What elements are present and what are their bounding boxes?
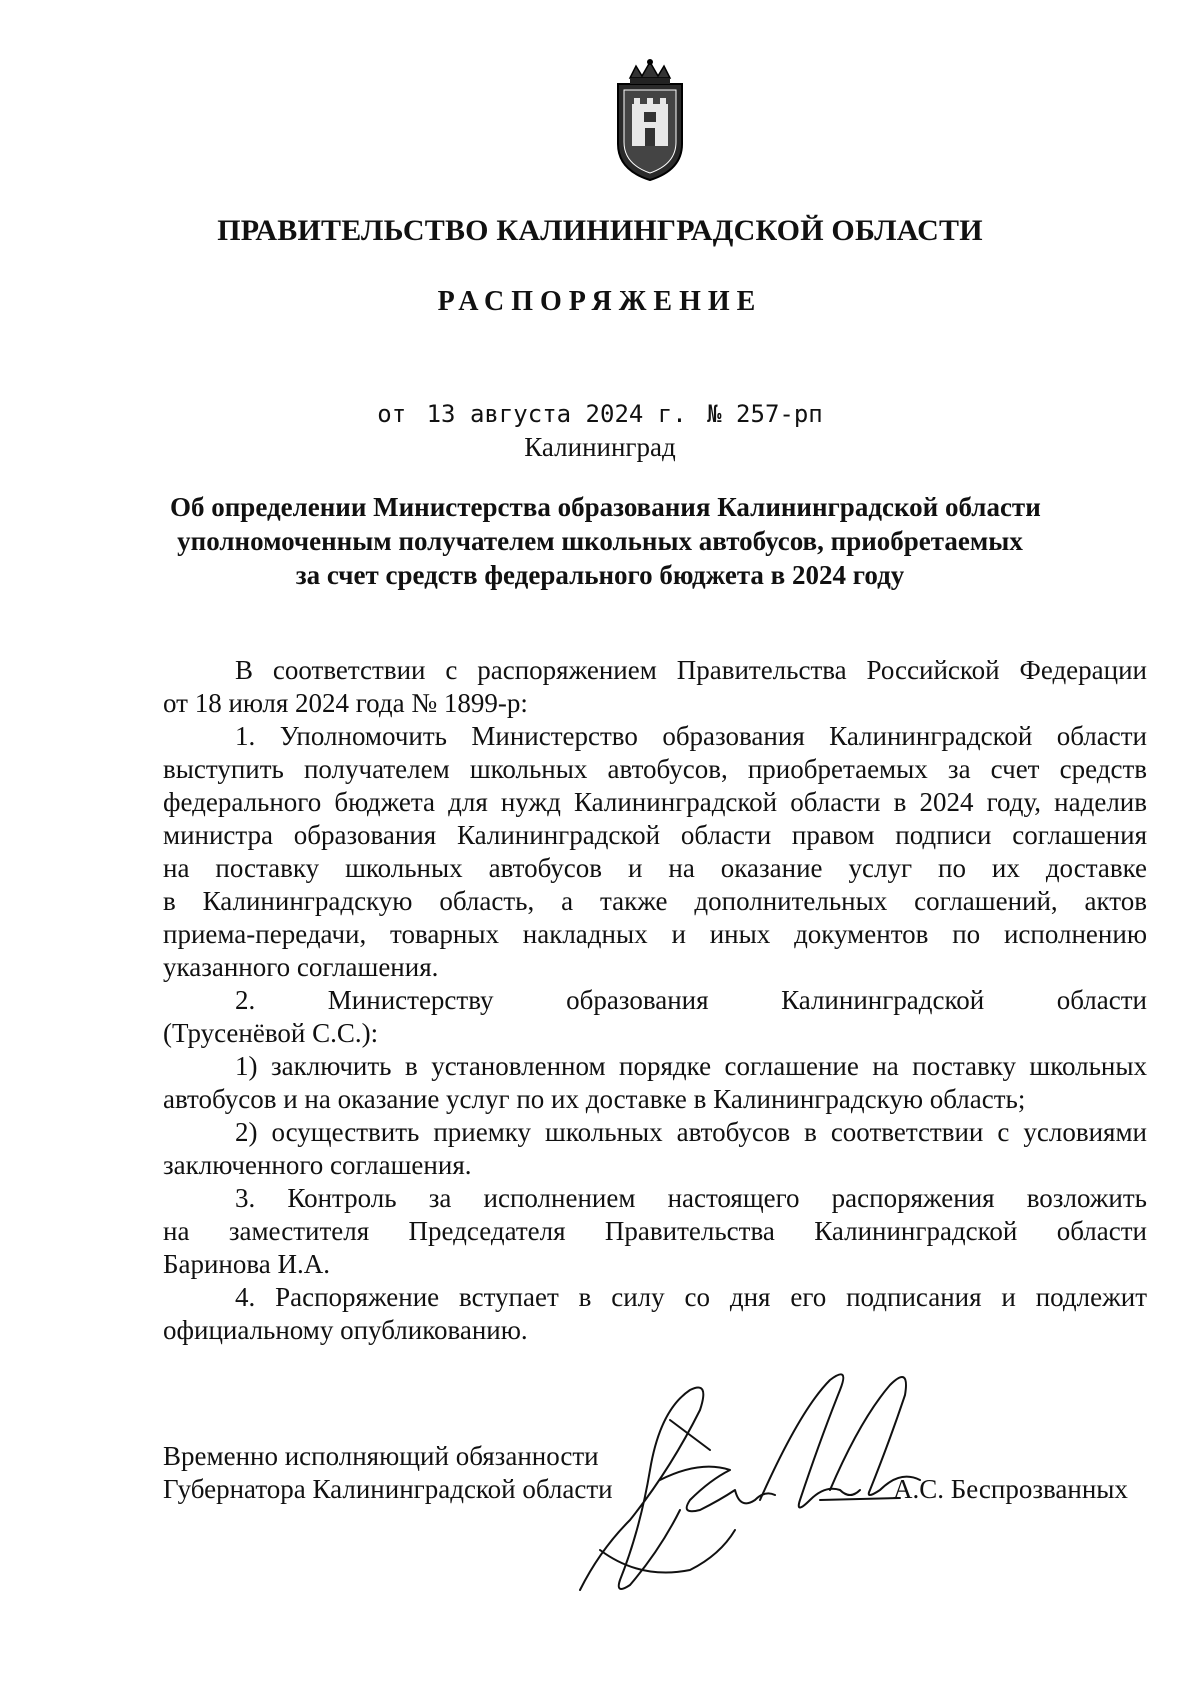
body-line: в Калининградскую область, а также дополнительных соглашений, актов <box>163 886 1147 916</box>
coat-of-arms-emblem <box>608 58 692 182</box>
body-line: 1. Уполномочить Министерство образования Калининградской области <box>235 721 1147 751</box>
document-subject <box>170 490 1041 592</box>
body-line: указанного соглашения. <box>163 952 439 982</box>
body-line: Баринова И.А. <box>163 1249 331 1279</box>
date-number-line <box>0 400 1200 428</box>
organization-title: ПРАВИТЕЛЬСТВО КАЛИНИНГРАДСКОЙ ОБЛАСТИ <box>217 214 983 247</box>
body-line: приема-передачи, товарных накладных и иных документов по исполнению <box>163 919 1147 949</box>
body-line: 2. Министерству образования Калининградской области <box>235 985 1147 1015</box>
body-line: министра образования Калининградской области правом подписи соглашения <box>163 820 1147 850</box>
body-line: 4. Распоряжение вступает в силу со дня его подписания и подлежит <box>235 1282 1147 1312</box>
body-line: автобусов и на оказание услуг по их доставке в Калининградскую область; <box>163 1084 1026 1114</box>
signatory-name: А.С. Беспрозванных <box>893 1474 1128 1504</box>
body-line: на заместителя Председателя Правительства Калининградской области <box>163 1216 1147 1246</box>
subject-line: уполномоченным получателем школьных автобусов, приобретаемых <box>177 526 1023 556</box>
body-line: от 18 июля 2024 года № 1899-р: <box>163 688 528 718</box>
signatory-title-line: Временно исполняющий обязанности <box>163 1441 599 1471</box>
city: Калининград <box>524 432 676 462</box>
handwritten-signature <box>560 1350 980 1610</box>
document-number: № 257-рп <box>707 400 823 428</box>
body-line: 2) осуществить приемку школьных автобусов в соответствии с условиями <box>235 1117 1147 1147</box>
document-type: РАСПОРЯЖЕНИЕ <box>437 286 763 317</box>
subject-line: Об определении Министерства образования Калининградской области <box>170 492 1041 522</box>
document-body <box>163 654 1147 1347</box>
body-line: заключенного соглашения. <box>163 1150 472 1180</box>
signatory-title-line: Губернатора Калининградской области <box>163 1474 613 1504</box>
date-prefix: от <box>377 400 407 428</box>
body-line: 1) заключить в установленном порядке соглашение на поставку школьных <box>235 1051 1147 1081</box>
document-date: 13 августа 2024 г. <box>426 400 687 428</box>
body-line: выступить получателем школьных автобусов, приобретаемых за счет средств <box>163 754 1147 784</box>
body-line: федерального бюджета для нужд Калининградской области в 2024 году, наделив <box>163 787 1147 817</box>
body-line: В соответствии с распоряжением Правительства Российской Федерации <box>235 655 1147 685</box>
subject-line: за счет средств федерального бюджета в 2024 году <box>295 560 905 590</box>
body-line: 3. Контроль за исполнением настоящего распоряжения возложить <box>235 1183 1147 1213</box>
body-line: (Трусенёвой С.С.): <box>163 1018 379 1048</box>
body-line: официальному опубликованию. <box>163 1315 528 1345</box>
body-line: на поставку школьных автобусов и на оказание услуг по их доставке <box>163 853 1147 883</box>
signatory-title <box>163 1440 613 1506</box>
